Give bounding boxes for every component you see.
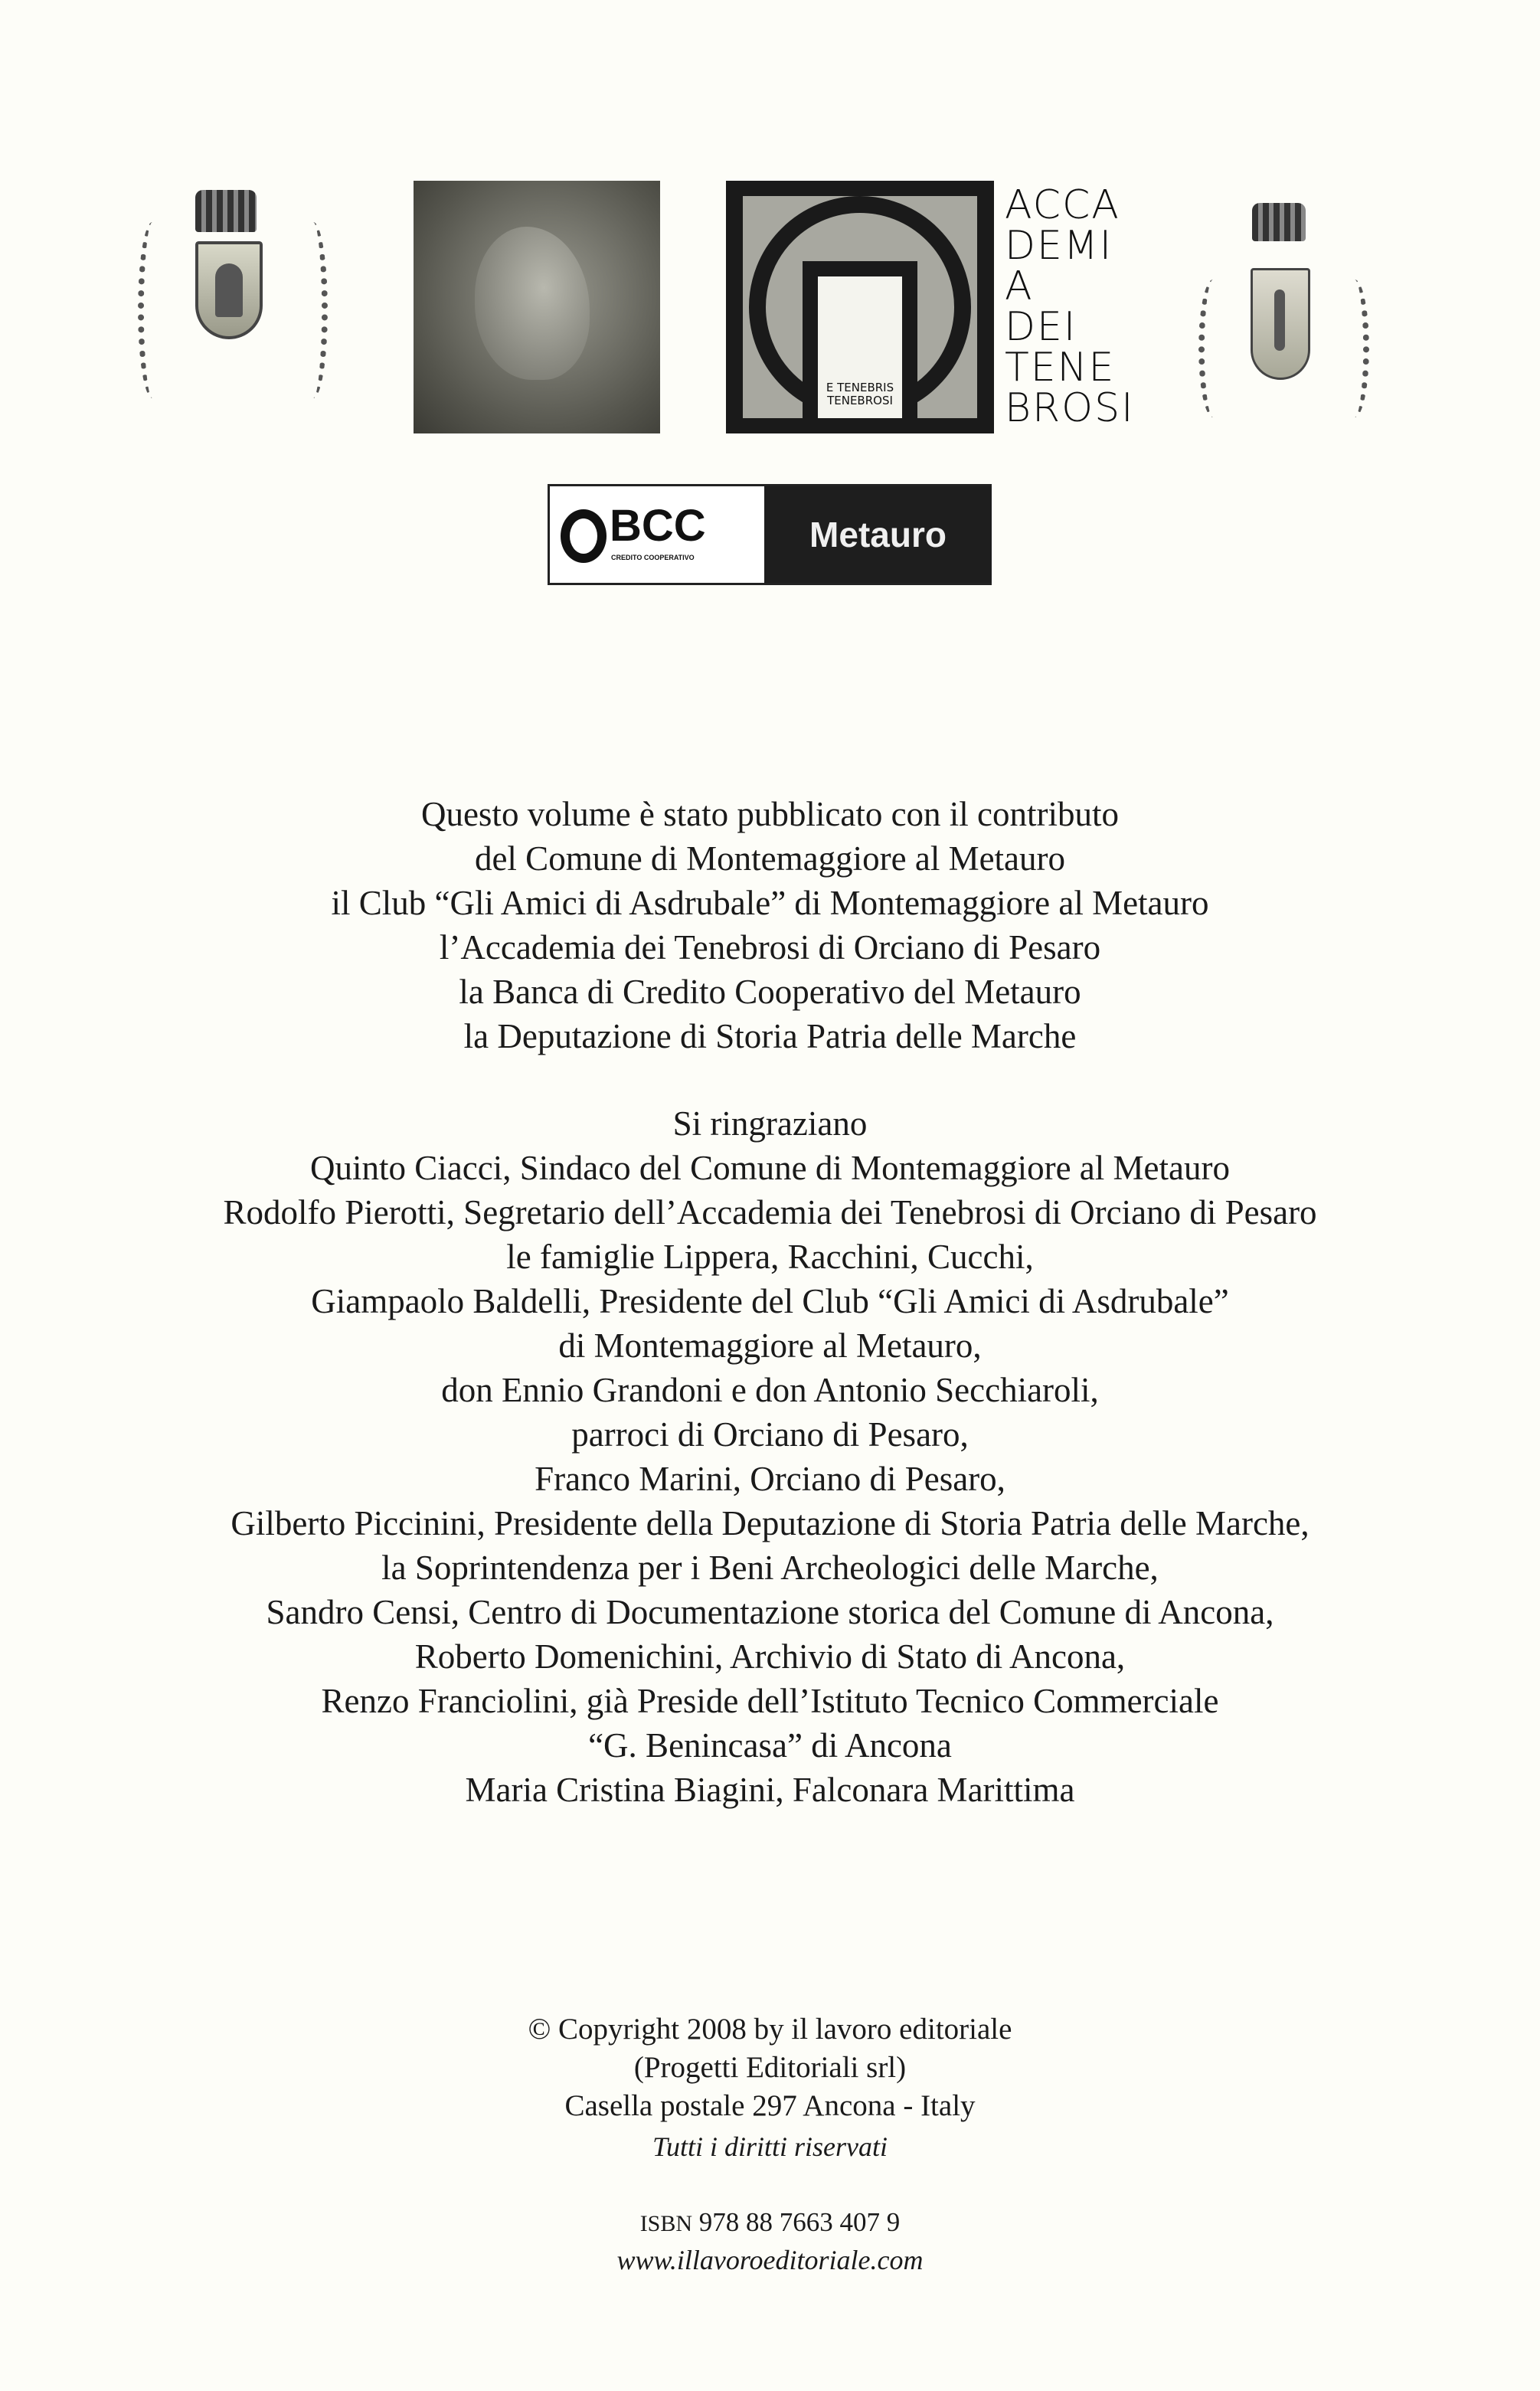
hasdrubal-relief-logo: [414, 181, 660, 433]
contributor-line: il Club “Gli Amici di Asdrubale” di Montemaggiore al Metauro: [331, 884, 1209, 922]
laurel-branch-icon: [299, 222, 328, 398]
website-link[interactable]: www.illavoroeditoriale.com: [616, 2245, 924, 2275]
thanks-line: Roberto Domenichini, Archivio di Stato di Ancona,: [414, 1637, 1126, 1676]
laurel-branch-icon: [138, 222, 167, 398]
academy-name-line: TENE: [1005, 345, 1116, 391]
motto-line: TENEBROSI: [827, 394, 893, 407]
shield-icon: [195, 241, 263, 339]
crown-icon: [1252, 203, 1306, 241]
thanks-line: le famiglie Lippera, Racchini, Cucchi,: [506, 1238, 1034, 1276]
thanks-line: Rodolfo Pierotti, Segretario dell’Accademia dei Tenebrosi di Orciano di Pesaro: [223, 1193, 1317, 1231]
academy-name-line: DEMI: [1005, 223, 1113, 269]
shield-icon: [1251, 268, 1310, 380]
academy-name: [1005, 182, 1135, 431]
contributor-line: la Banca di Credito Cooperativo del Metauro: [459, 973, 1081, 1011]
contributor-line: l’Accademia dei Tenebrosi di Orciano di Pesaro: [439, 928, 1101, 967]
academy-motto: [818, 381, 902, 407]
isbn-number: 978 88 7663 407 9: [698, 2207, 901, 2237]
copyright-line: © Copyright 2008 by il lavoro editoriale: [528, 2013, 1012, 2046]
crown-icon: [195, 190, 257, 232]
academy-name-line: A: [1005, 263, 1034, 309]
thanks-line: parroci di Orciano di Pesaro,: [571, 1415, 969, 1454]
olive-branch-icon: [1340, 280, 1369, 417]
orciano-crest-logo: [1183, 195, 1382, 444]
thanks-line: “G. Benincasa” di Ancona: [588, 1726, 952, 1765]
academy-name-line: BROSI: [1005, 385, 1135, 431]
contributor-line: del Comune di Montemaggiore al Metauro: [474, 839, 1066, 878]
motto-line: E TENEBRIS: [826, 381, 894, 394]
bank-name: Metauro: [809, 515, 947, 554]
thanks-line: Renzo Franciolini, già Preside dell’Istituto Tecnico Commerciale: [321, 1682, 1219, 1720]
isbn-label: ISBN: [639, 2211, 693, 2236]
thanks-line: Maria Cristina Biagini, Falconara Marittima: [465, 1771, 1075, 1809]
bank-brand: BCC: [610, 501, 706, 551]
thanks-line: Gilberto Piccinini, Presidente della Deputazione di Storia Patria delle Marche,: [231, 1504, 1309, 1542]
contributor-line: la Deputazione di Storia Patria delle Marche: [463, 1017, 1077, 1055]
academy-name-line: DEI: [1005, 304, 1077, 350]
thanks-line: Giampaolo Baldelli, Presidente del Club “Gli Amici di Asdrubale”: [311, 1282, 1229, 1320]
publisher-address: Casella postale 297 Ancona - Italy: [564, 2089, 976, 2122]
acknowledgements-heading: Si ringraziano: [672, 1104, 868, 1143]
olive-branch-icon: [1198, 280, 1228, 417]
academy-name-line: ACCA: [1005, 182, 1120, 228]
isbn-line: [0, 2203, 1540, 2243]
accademia-tenebrosi-logo: [726, 181, 994, 433]
thanks-line: di Montemaggiore al Metauro,: [558, 1326, 982, 1365]
thanks-line: Quinto Ciacci, Sindaco del Comune di Montemaggiore al Metauro: [310, 1149, 1230, 1187]
bcc-metauro-logo: [548, 484, 992, 585]
publisher-company: (Progetti Editoriali srl): [633, 2051, 907, 2084]
bank-subtitle: CREDITO COOPERATIVO: [611, 554, 695, 561]
contributor-line: Questo volume è stato pubblicato con il contributo: [420, 795, 1120, 833]
thanks-line: don Ennio Grandoni e don Antonio Secchiaroli,: [441, 1371, 1099, 1409]
thanks-line: Franco Marini, Orciano di Pesaro,: [535, 1460, 1005, 1498]
bcc-symbol-icon: [561, 509, 607, 563]
thanks-line: la Soprintendenza per i Beni Archeologici delle Marche,: [381, 1549, 1159, 1587]
montemaggiore-crest-logo: [130, 184, 352, 437]
thanks-line: Sandro Censi, Centro di Documentazione storica del Comune di Ancona,: [266, 1593, 1274, 1631]
rights-notice: Tutti i diritti riservati: [652, 2131, 888, 2162]
